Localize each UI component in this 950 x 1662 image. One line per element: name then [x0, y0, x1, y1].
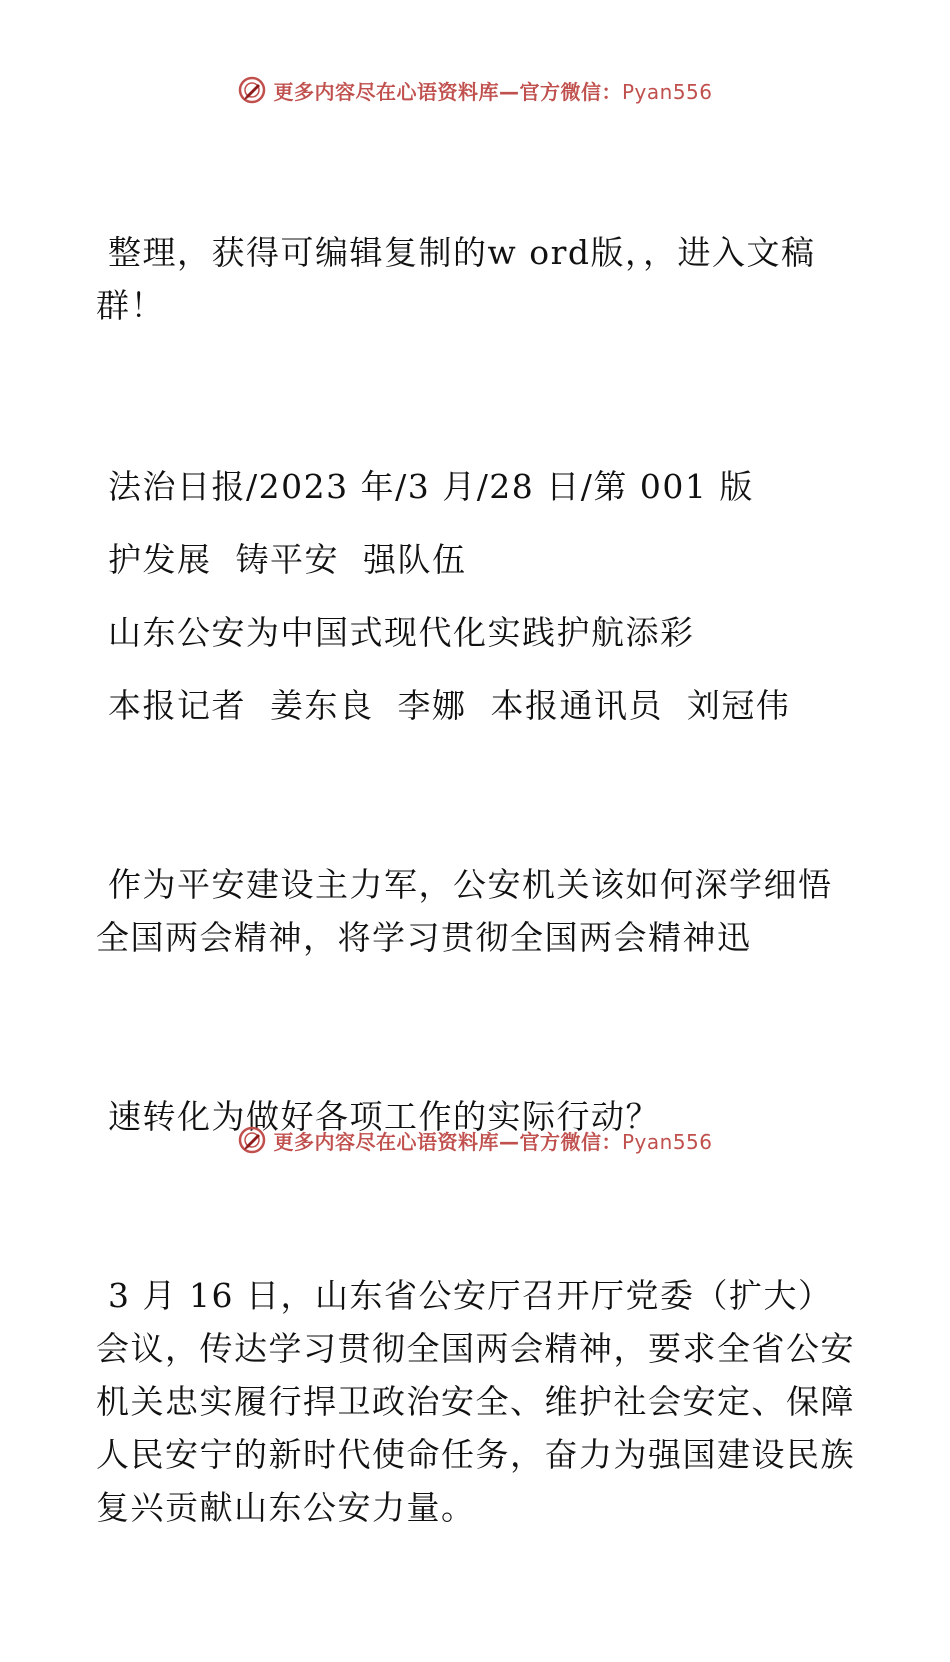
paragraph-meeting	[96, 1163, 856, 1640]
meeting-line-1: 3 月 16 日，山东省公安厅召开厅党委（扩大）	[96, 1276, 833, 1315]
document-body	[96, 120, 856, 1662]
watermark-brand: 更多内容尽在心语资料库—官方微信：	[273, 1129, 622, 1154]
watermark-text	[273, 1126, 712, 1155]
article-subheadline: 山东公安为中国式现代化实践护航添彩	[96, 613, 695, 652]
footer-watermark	[0, 1120, 950, 1160]
header-watermark	[0, 70, 950, 110]
question-line-1: 作为平安建设主力军，公安机关该如何深学细悟	[96, 865, 833, 904]
paragraph-question	[96, 752, 856, 1070]
intro-line-1: 整理，获得可编辑复制的w ord版，，进入文稿	[96, 233, 816, 272]
pen-logo-icon	[237, 1125, 267, 1155]
meeting-line-3: 机关忠实履行捍卫政治安全、维护社会安定、保障	[96, 1382, 855, 1421]
meeting-line-4: 人民安宁的新时代使命任务，奋力为强国建设民族	[96, 1435, 855, 1474]
dateline: 法治日报/2023 年/3 月/28 日/第 001 版	[96, 467, 754, 506]
watermark-wechat-id: Pyan556	[621, 79, 713, 104]
article-headline: 护发展 铸平安 强队伍	[96, 540, 467, 579]
watermark-brand: 更多内容尽在心语资料库—官方微信：	[273, 79, 622, 104]
article-byline: 本报记者 姜东良 李娜 本报通讯员 刘冠伟	[96, 686, 791, 725]
intro-line-2: 群！	[96, 286, 165, 325]
watermark-text	[273, 76, 712, 105]
pen-logo-icon	[237, 75, 267, 105]
meeting-line-2: 会议，传达学习贯彻全国两会精神，要求全省公安	[96, 1329, 855, 1368]
meeting-line-5: 复兴贡献山东公安力量。	[96, 1488, 476, 1527]
paragraph-question-cont: 速转化为做好各项工作的实际行动？	[96, 1097, 660, 1136]
watermark-wechat-id: Pyan556	[621, 1129, 713, 1154]
question-line-2: 全国两会精神，将学习贯彻全国两会精神迅	[96, 918, 752, 957]
intro-paragraph	[96, 120, 856, 438]
